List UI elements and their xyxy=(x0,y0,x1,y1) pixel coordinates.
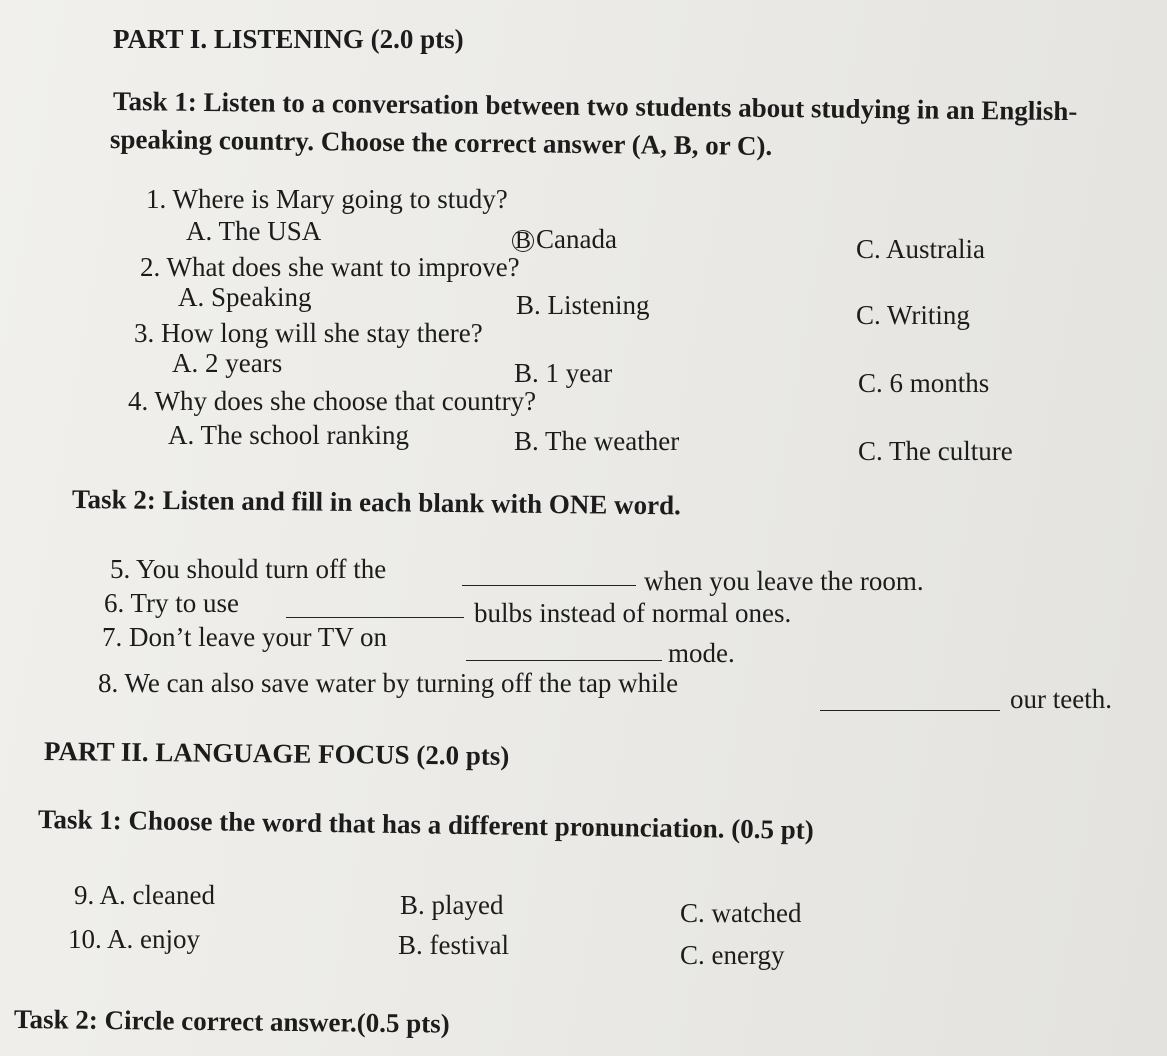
q3-option-a: A. 2 years xyxy=(172,348,283,378)
fill-item-7-before: 7. Don’t leave your TV on xyxy=(102,622,387,652)
part1-task1-instruction-line1: Task 1: Listen to a conversation between two students about studying in an English- xyxy=(112,86,1078,127)
fill-blank-5[interactable] xyxy=(462,585,636,586)
item-10-option-c: C. energy xyxy=(680,940,785,970)
q1-option-b-text: Canada xyxy=(536,224,617,254)
fill-item-5-after: when you leave the room. xyxy=(644,566,924,596)
part2-heading: PART II. LANGUAGE FOCUS (2.0 pts) xyxy=(43,736,510,771)
fill-item-8-after: our teeth. xyxy=(1010,684,1112,714)
fill-blank-7[interactable] xyxy=(466,660,662,661)
q2-option-a: A. Speaking xyxy=(178,282,312,312)
part1-task1-instruction-line2: speaking country. Choose the correct answer (A, B, or C). xyxy=(109,124,773,161)
q4-option-b: B. The weather xyxy=(514,426,680,456)
fill-item-6-before: 6. Try to use xyxy=(104,588,240,618)
question-2: 2. What does she want to improve? xyxy=(140,252,520,282)
q4-option-c: C. The culture xyxy=(858,436,1013,466)
fill-blank-6[interactable] xyxy=(286,617,464,618)
question-1: 1. Where is Mary going to study? xyxy=(146,184,508,214)
item-10-option-b: B. festival xyxy=(398,930,509,960)
fill-item-8-before: 8. We can also save water by turning off the tap while xyxy=(98,668,679,698)
part2-task2-heading: Task 2: Circle correct answer.(0.5 pts) xyxy=(13,1004,450,1039)
fill-item-7-after: mode. xyxy=(668,638,735,668)
item-10-option-a: 10. A. enjoy xyxy=(68,924,200,954)
q3-option-c: C. 6 months xyxy=(858,368,990,398)
part2-task1-heading: Task 1: Choose the word that has a different pronunciation. (0.5 pt) xyxy=(37,804,814,845)
q1-option-a: A. The USA xyxy=(186,216,322,246)
part1-task2-heading: Task 2: Listen and fill in each blank with ONE word. xyxy=(71,484,682,521)
fill-blank-8[interactable] xyxy=(820,710,1000,711)
fill-item-6-after: bulbs instead of normal ones. xyxy=(474,598,792,628)
fill-item-5-before: 5. You should turn off the xyxy=(110,554,387,584)
q2-option-c: C. Writing xyxy=(856,300,970,330)
q4-option-a: A. The school ranking xyxy=(168,420,409,450)
circled-answer-mark: B xyxy=(512,230,534,252)
q1-option-b xyxy=(512,224,617,255)
question-4: 4. Why does she choose that country? xyxy=(128,386,537,416)
q1-option-c: C. Australia xyxy=(856,234,985,264)
q2-option-b: B. Listening xyxy=(516,290,650,320)
q3-option-b: B. 1 year xyxy=(514,358,613,388)
item-9-option-b: B. played xyxy=(400,890,504,920)
item-9-option-c: C. watched xyxy=(680,898,802,928)
part1-heading: PART I. LISTENING (2.0 pts) xyxy=(113,24,464,54)
item-9-option-a: 9. A. cleaned xyxy=(74,880,215,910)
question-3: 3. How long will she stay there? xyxy=(134,318,483,348)
